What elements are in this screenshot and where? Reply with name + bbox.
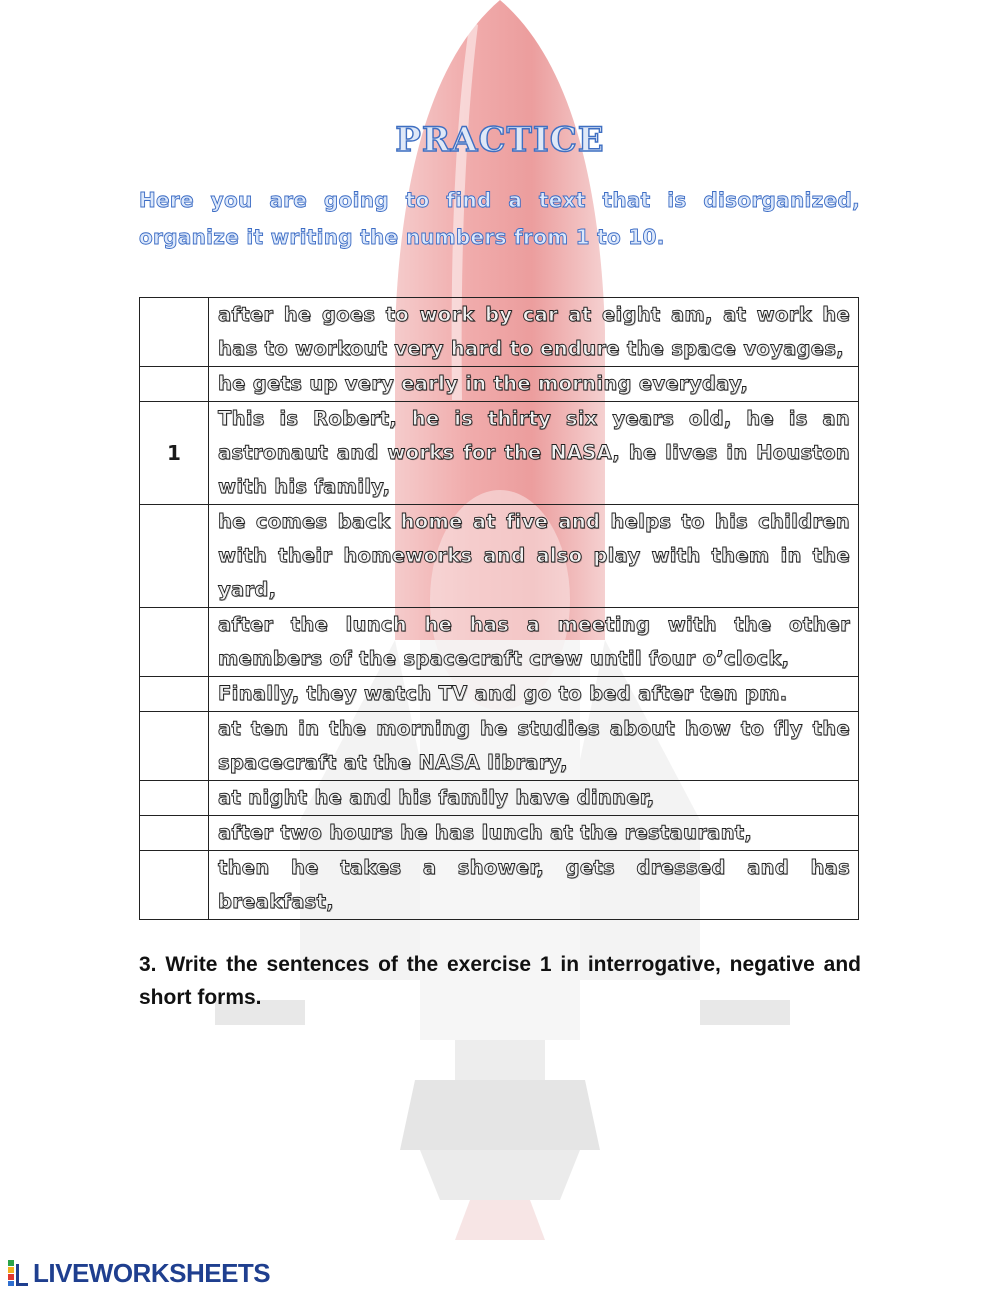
- sentence-text: he comes back home at five and helps to his children with their homeworks and also play with them in the yard,: [209, 505, 859, 608]
- order-number-input[interactable]: [140, 781, 209, 816]
- order-number-input[interactable]: [140, 712, 209, 781]
- table-row: [140, 608, 859, 677]
- table-row: [140, 367, 859, 402]
- sentence-text: at ten in the morning he studies about how to fly the spacecraft at the NASA library,: [209, 712, 859, 781]
- order-number-input[interactable]: [140, 851, 209, 920]
- table-row: [140, 781, 859, 816]
- sentence-text: Finally, they watch TV and go to bed after ten pm.: [209, 677, 859, 712]
- table-row: [140, 505, 859, 608]
- liveworksheets-logo-icon: [8, 1260, 30, 1286]
- sentence-text: after he goes to work by car at eight am, at work he has to workout very hard to endure the space voyages,: [209, 298, 859, 367]
- order-number-input[interactable]: [140, 367, 209, 402]
- liveworksheets-logo[interactable]: [8, 1257, 270, 1289]
- table-row: [140, 851, 859, 920]
- sentence-text: at night he and his family have dinner,: [209, 781, 859, 816]
- sentence-text: after the lunch he has a meeting with the other members of the spacecraft crew until four o’clock,: [209, 608, 859, 677]
- table-row: [140, 677, 859, 712]
- exercise-3-instructions: 3. Write the sentences of the exercise 1 in interrogative, negative and short forms.: [139, 953, 861, 1009]
- table-row: [140, 816, 859, 851]
- page-title: PRACTICE: [395, 120, 605, 160]
- logo-text: LIVEWORKSHEETS: [33, 1257, 271, 1288]
- order-number-input[interactable]: [140, 298, 209, 367]
- table-row: [140, 298, 859, 367]
- order-number-given: 1: [140, 402, 209, 505]
- instructions-text: Here you are going to find a text that is disorganized, organize it writing the numbers from 1 to 10.: [139, 188, 860, 249]
- sentence-text: then he takes a shower, gets dressed and has breakfast,: [209, 851, 859, 920]
- order-number-input[interactable]: [140, 816, 209, 851]
- sentence-text: This is Robert, he is thirty six years old, he is an astronaut and works for the NASA, he lives in Houston with his family,: [209, 402, 859, 505]
- table-row: [140, 712, 859, 781]
- sentence-text: he gets up very early in the morning everyday,: [209, 367, 859, 402]
- ordering-table: [139, 297, 859, 920]
- table-row: [140, 402, 859, 505]
- order-number-input[interactable]: [140, 677, 209, 712]
- order-number-input[interactable]: [140, 608, 209, 677]
- sentence-text: after two hours he has lunch at the restaurant,: [209, 816, 859, 851]
- order-number-input[interactable]: [140, 505, 209, 608]
